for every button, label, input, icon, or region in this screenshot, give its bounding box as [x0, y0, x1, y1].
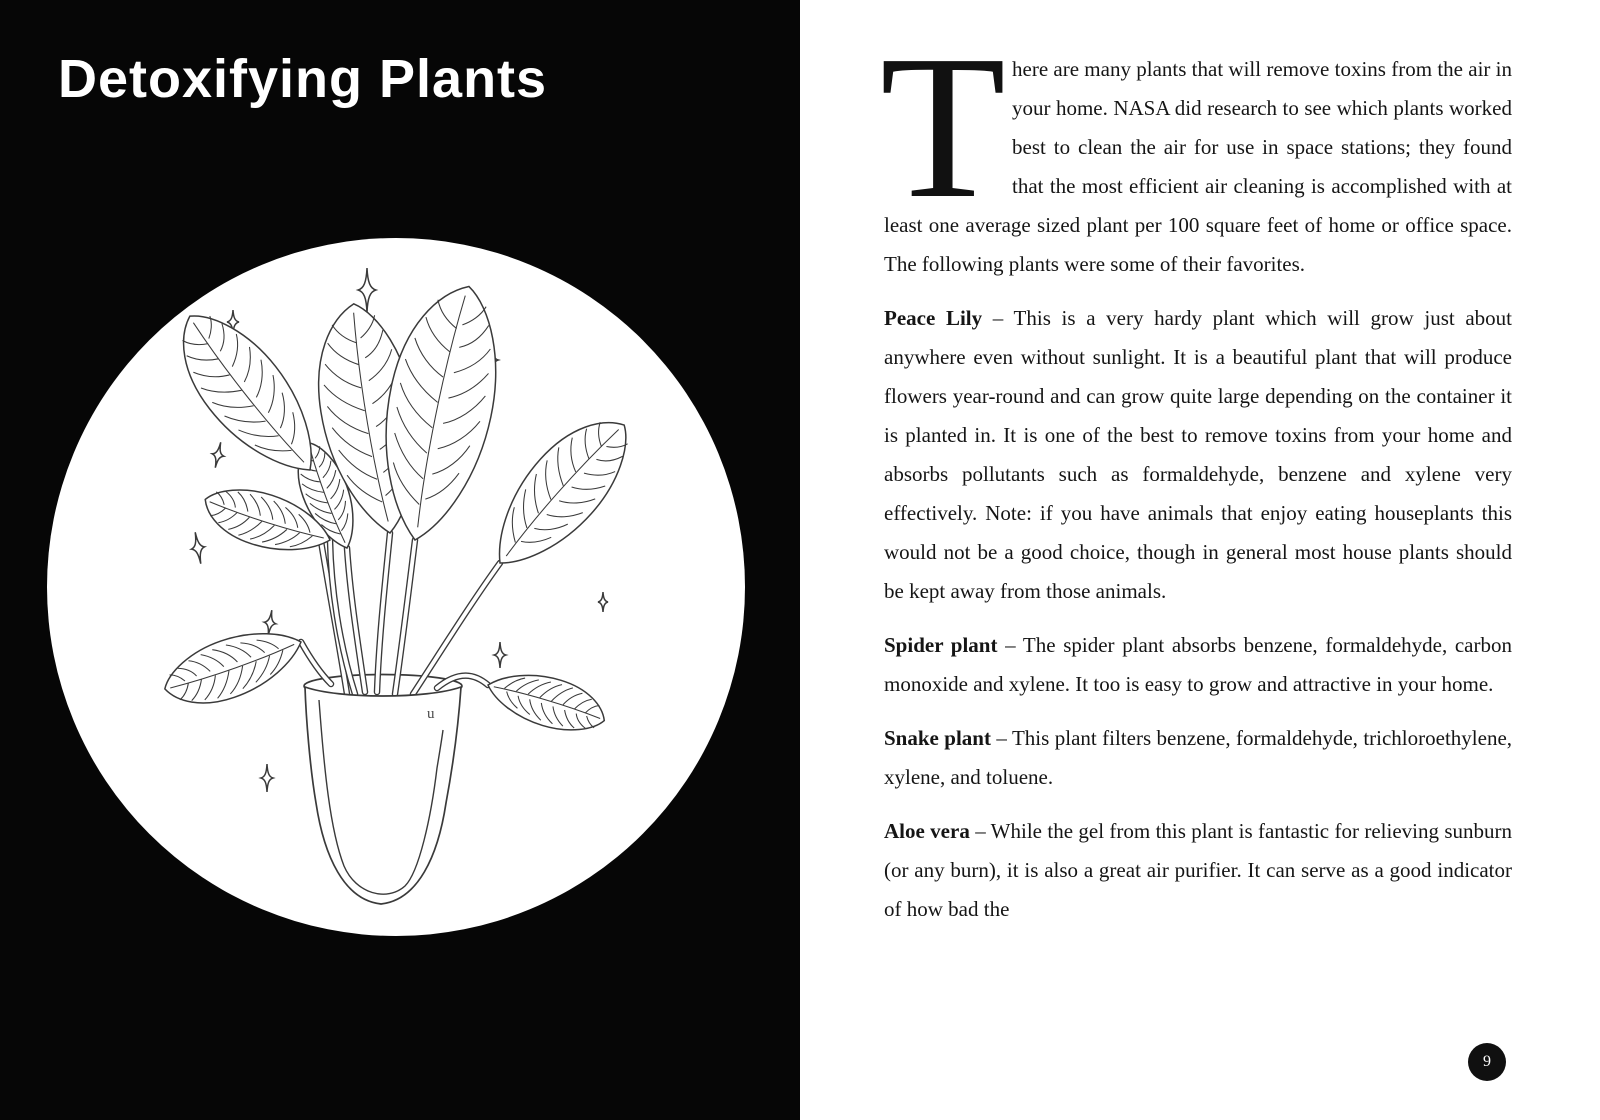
- pot-mark: u: [427, 706, 435, 722]
- plant-description: – While the gel from this plant is fantastic for relieving sunburn (or any burn), it is also a great air purifier. It can serve as a good indicator of how bad the: [884, 819, 1513, 921]
- plant-entry-spider-plant: [884, 626, 1512, 704]
- plant-name: Spider plant: [884, 633, 998, 657]
- drop-cap: T: [880, 12, 1006, 241]
- plant-name: Snake plant: [884, 726, 991, 750]
- page-number-badge: 9: [1468, 1043, 1506, 1081]
- plant-name: Peace Lily: [884, 306, 983, 330]
- intro-text: here are many plants that will remove toxins from the air in your home. NASA did research to see which plants worked best to clean the air for use in space stations; they found that the most efficient air cleaning is accomplished with at least one average sized plant per 100 square feet of home or office space. The following plants were some of their favorites.: [884, 57, 1512, 276]
- plant-entry-peace-lily: [884, 299, 1512, 611]
- plant-description: – The spider plant absorbs benzene, formaldehyde, carbon monoxide and xylene. It too is easy to grow and attractive in your home.: [884, 633, 1512, 696]
- plant-entry-aloe-vera: [884, 812, 1512, 929]
- plant-name: Aloe vera: [884, 819, 970, 843]
- body-text-column: [880, 12, 1513, 944]
- plant-description: – This plant filters benzene, formaldehyde, trichloroethylene, xylene, and toluene.: [884, 726, 1513, 789]
- illustration-circle: [47, 238, 747, 938]
- potted-plant-illustration: [47, 238, 747, 938]
- plant-description: – This is a very hardy plant which will grow just about anywhere even without sunlight. It is a beautiful plant that will produce flowers year-round and can grow quite large depending on the container it is planted in. It is one of the best to remove toxins from your home and absorbs pollutants such as formaldehyde, benzene and xylene very effectively. Note: if you have animals that enjoy eating houseplants this would not be a good choice, though in general most house plants should be kept away from those animals.: [884, 306, 1513, 603]
- plant-entry-snake-plant: [884, 719, 1512, 797]
- chapter-title: Detoxifying Plants: [58, 49, 548, 109]
- right-page: [800, 0, 1600, 1120]
- intro-paragraph: [880, 12, 1512, 284]
